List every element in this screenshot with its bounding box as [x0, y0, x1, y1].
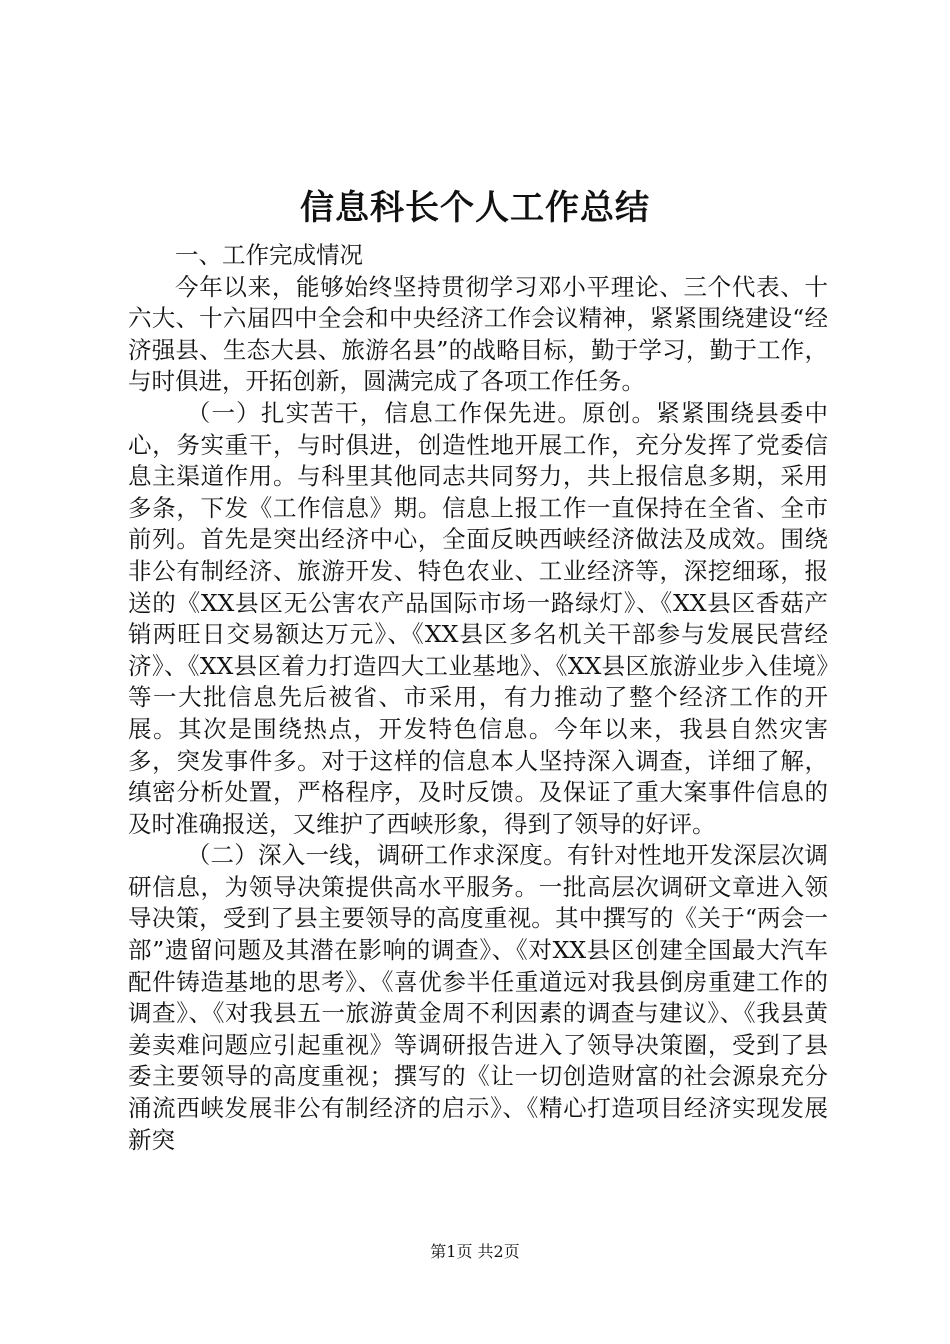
document-body: [128, 240, 828, 1156]
paragraph-section-2: （二）深入一线，调研工作求深度。有针对性地开发深层次调研信息，为领导决策提供高水平服务。一批高层次调研文章进入领导决策，受到了县主要领导的高度重视。其中撰写的《关于“两会一部”遗留问题及其潜在影响的调查》、《对XX县区创建全国最大汽车配件铸造基地的思考》、《喜优参半任重道远对我县倒房重建工作的调查》、《对我县五一旅游黄金周不利因素的调查与建议》、《我县黄姜卖难问题应引起重视》等调研报告进入了领导决策圈，受到了县委主要领导的高度重视；撰写的《让一切创造财富的社会源泉充分涌流西峡发展非公有制经济的启示》、《精心打造项目经济实现发展新突: [128, 841, 828, 1154]
paragraph-section-1: （一）扎实苦干，信息工作保先进。原创。紧紧围绕县委中心，务实重干，与时俱进，创造性地开展工作，充分发挥了党委信息主渠道作用。与科里其他同志共同努力，共上报信息多期，采用多条，下发《工作信息》期。信息上报工作一直保持在全省、全市前列。首先是突出经济中心，全面反映西峡经济做法及成效。围绕非公有制经济、旅游开发、特色农业、工业经济等，深挖细琢，报送的《XX县区无公害农产品国际市场一路绿灯》、《XX县区香菇产销两旺日交易额达万元》、《XX县区多名机关干部参与发展民营经济》、《XX县区着力打造四大工业基地》、《XX县区旅游业步入佳境》等一大批信息先后被省、市采用，有力推动了整个经济工作的开展。其次是围绕热点，开发特色信息。今年以来，我县自然灾害多，突发事件多。对于这样的信息本人坚持深入调查，详细了解，缜密分析处置，严格程序，及时反馈。及保证了重大案事件信息的及时准确报送，又维护了西峡形象，得到了领导的好评。: [128, 398, 828, 838]
page-footer: 第1页 共2页: [430, 1242, 520, 1261]
document-title: 信息科长个人工作总结: [300, 188, 650, 228]
section-heading: 一、工作完成情况: [175, 241, 363, 269]
paragraph-intro: 今年以来，能够始终坚持贯彻学习邓小平理论、三个代表、十六大、十六届四中全会和中央经济工作会议精神，紧紧围绕建设“经济强县、生态大县、旅游名县”的战略目标，勤于学习，勤于工作，与时俱进，开拓创新，圆满完成了各项工作任务。: [128, 272, 828, 396]
